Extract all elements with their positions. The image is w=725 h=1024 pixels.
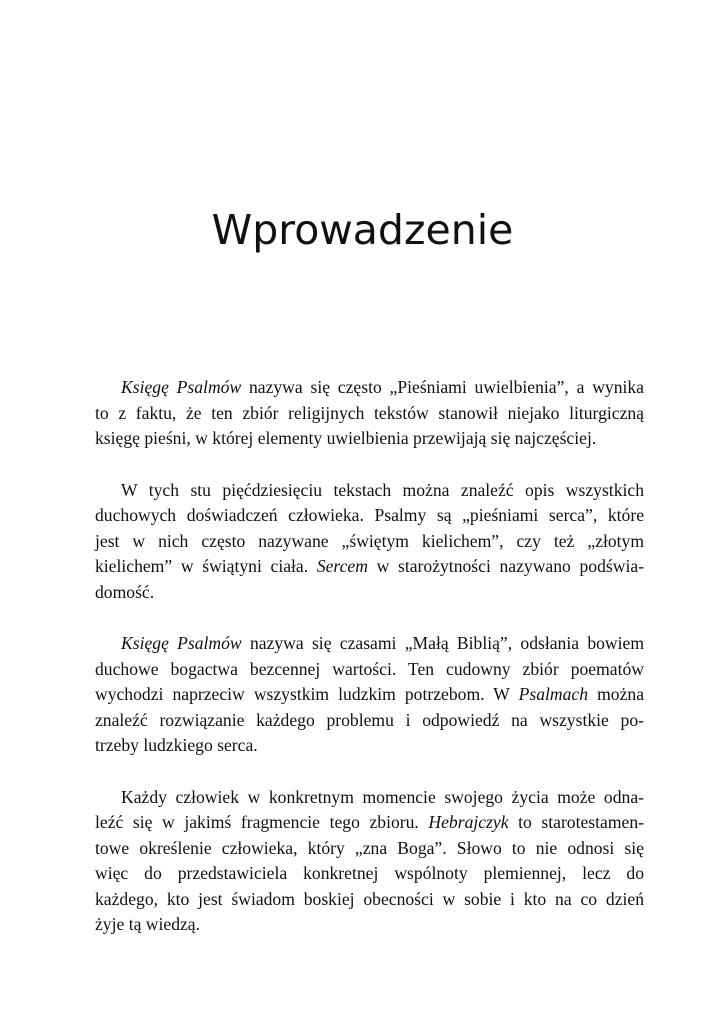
paragraph bbox=[95, 785, 644, 938]
text-run: każdego, kto jest świadom boskiej obecności w sobie i kto na co dzień bbox=[95, 888, 644, 909]
text-line bbox=[95, 785, 644, 811]
text-line bbox=[95, 682, 644, 708]
text-line bbox=[95, 529, 644, 555]
text-run: kielichem” w świątyni ciała. bbox=[95, 556, 317, 576]
text-run: to starotestamen- bbox=[508, 812, 644, 832]
text-run: w starożytności nazywano podświa- bbox=[367, 556, 644, 576]
text-run: towe określenie człowieka, który „zna Boga”. Słowo to nie odnosi się bbox=[95, 837, 644, 858]
paragraph bbox=[95, 375, 644, 452]
text-run: żyje tą wiedzą. bbox=[95, 914, 201, 934]
text-run: domość. bbox=[95, 581, 155, 602]
paragraph bbox=[95, 478, 644, 606]
text-run: wychodzi naprzeciw wszystkim ludzkim potrzebom. W bbox=[95, 684, 519, 704]
italic-text: Księgę Psalmów bbox=[121, 633, 242, 653]
text-line bbox=[95, 861, 644, 887]
text-run: duchowe bogactwa bezcennej wartości. Ten cudowny zbiór poematów bbox=[95, 658, 644, 679]
text-run: nazywa się często „Pieśniami uwielbienia”, a wynika bbox=[241, 377, 644, 397]
text-line bbox=[95, 733, 644, 759]
text-run: W tych stu pięćdziesięciu tekstach można znaleźć opis wszystkich bbox=[121, 479, 644, 500]
text-line bbox=[95, 375, 644, 401]
text-run: jest w nich często nazywane „świętym kielichem”, czy też „złotym bbox=[95, 530, 644, 551]
italic-text: Psalmach bbox=[518, 684, 589, 704]
text-run: znaleźć rozwiązanie każdego problemu i odpowiedź na wszystkie po- bbox=[95, 709, 644, 730]
text-line bbox=[95, 580, 644, 606]
text-line bbox=[95, 810, 644, 836]
text-run: to z faktu, że ten zbiór religijnych tekstów stanowił niejako liturgiczną bbox=[95, 402, 644, 423]
text-run: więc do przedstawiciela konkretnej wspólnoty plemiennej, lecz do bbox=[95, 863, 644, 883]
italic-text: Sercem bbox=[316, 556, 368, 576]
text-line bbox=[95, 554, 644, 580]
text-line bbox=[95, 912, 644, 938]
italic-text: Księgę Psalmów bbox=[121, 377, 242, 397]
paragraph bbox=[95, 631, 644, 759]
text-line bbox=[95, 478, 644, 504]
text-run: można bbox=[588, 684, 644, 704]
text-run: duchowych doświadczeń człowieka. Psalmy są „pieśniami serca”, które bbox=[95, 505, 644, 525]
text-line bbox=[95, 426, 644, 452]
text-line bbox=[95, 887, 644, 913]
text-line bbox=[95, 503, 644, 529]
italic-text: Hebrajczyk bbox=[428, 812, 509, 832]
body-text bbox=[95, 375, 644, 964]
text-run: Każdy człowiek w konkretnym momencie swojego życia może odna- bbox=[121, 786, 644, 807]
text-line bbox=[95, 401, 644, 427]
text-line bbox=[95, 631, 644, 657]
text-run: leźć się w jakimś fragmencie tego zbioru. bbox=[95, 812, 429, 832]
text-line bbox=[95, 657, 644, 683]
text-line bbox=[95, 708, 644, 734]
text-run: nazywa się czasami „Małą Biblią”, odsłania bowiem bbox=[241, 633, 644, 653]
text-run: księgę pieśni, w której elementy uwielbienia przewijają się najczęściej. bbox=[95, 428, 597, 448]
text-line bbox=[95, 836, 644, 862]
page-title: Wprowadzenie bbox=[211, 206, 514, 254]
text-run: trzeby ludzkiego serca. bbox=[95, 735, 258, 755]
